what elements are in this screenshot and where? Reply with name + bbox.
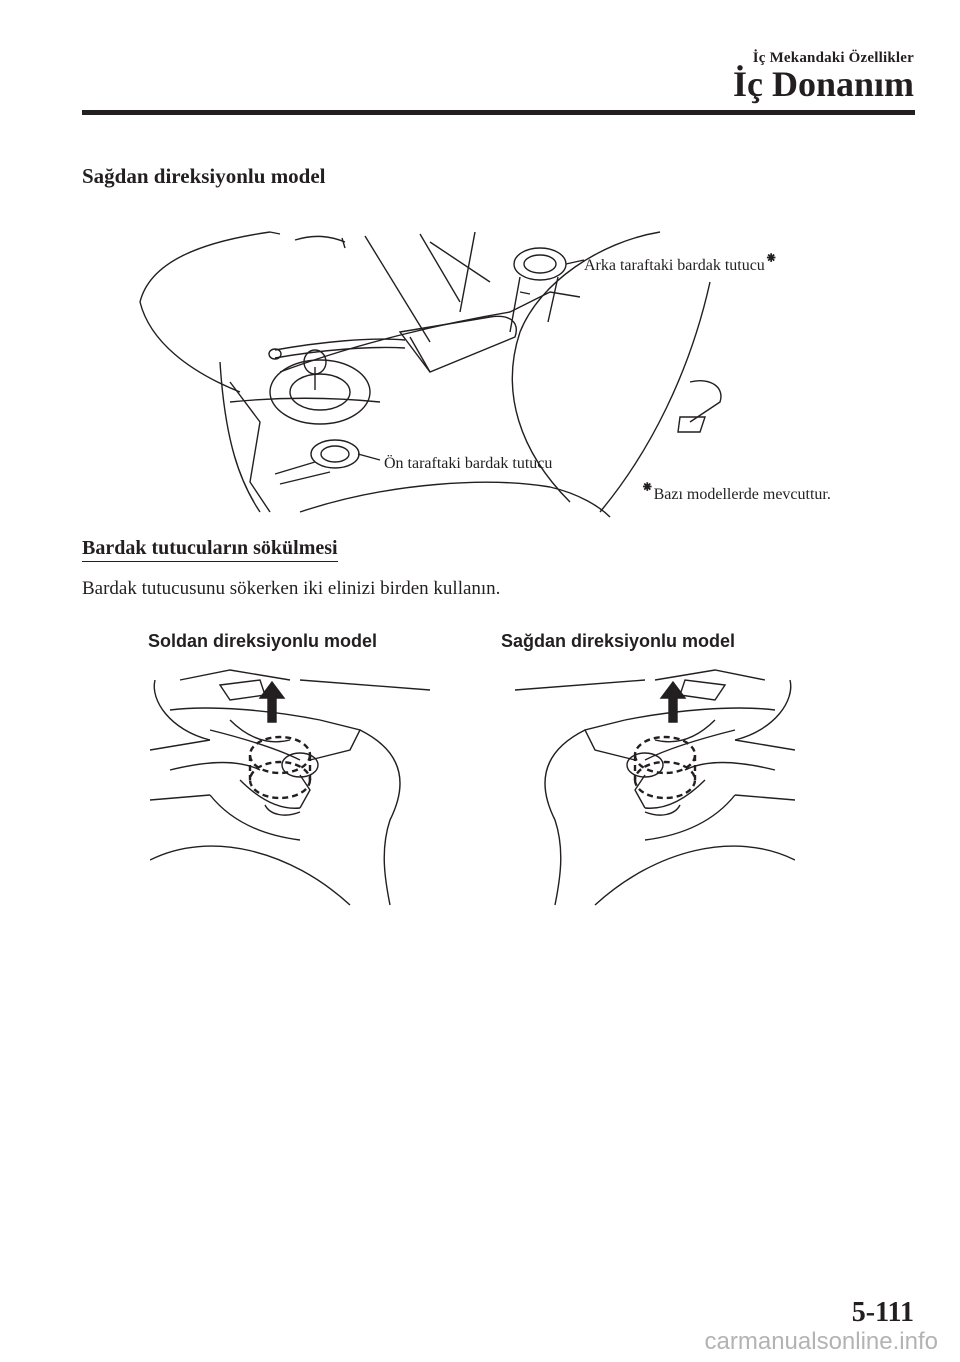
footnote-star: ⁕: [764, 251, 778, 267]
footnote-star: ⁕: [641, 480, 654, 496]
watermark: carmanualsonline.info: [704, 1328, 938, 1355]
callout-rear-cup-holder: [584, 251, 778, 275]
section-title: Sağdan direksiyonlu model: [82, 164, 326, 188]
page-number: 5-111: [851, 1297, 914, 1328]
left-hand-drive-removal-illustration: [150, 660, 440, 915]
footnote-text: Bazı modellerde mevcuttur.: [653, 486, 831, 503]
removal-heading: Bardak tutucuların sökülmesi: [82, 537, 338, 562]
header-rule: [82, 110, 915, 115]
right-figure-label: Sağdan direksiyonlu model: [501, 631, 736, 651]
callout-rear-label: Arka taraftaki bardak tutucu: [584, 257, 765, 274]
footnote: [641, 480, 831, 504]
header-category: İç Mekandaki Özellikler: [752, 50, 914, 66]
callout-front-cup-holder: [384, 455, 552, 473]
page-title: İç Donanım: [732, 64, 914, 104]
removal-text: Bardak tutucusunu sökerken iki elinizi birden kullanın.: [82, 578, 501, 599]
left-figure-label: Soldan direksiyonlu model: [148, 631, 378, 651]
right-hand-drive-removal-illustration: [505, 660, 795, 915]
callout-front-label: Ön taraftaki bardak tutucu: [384, 455, 553, 472]
